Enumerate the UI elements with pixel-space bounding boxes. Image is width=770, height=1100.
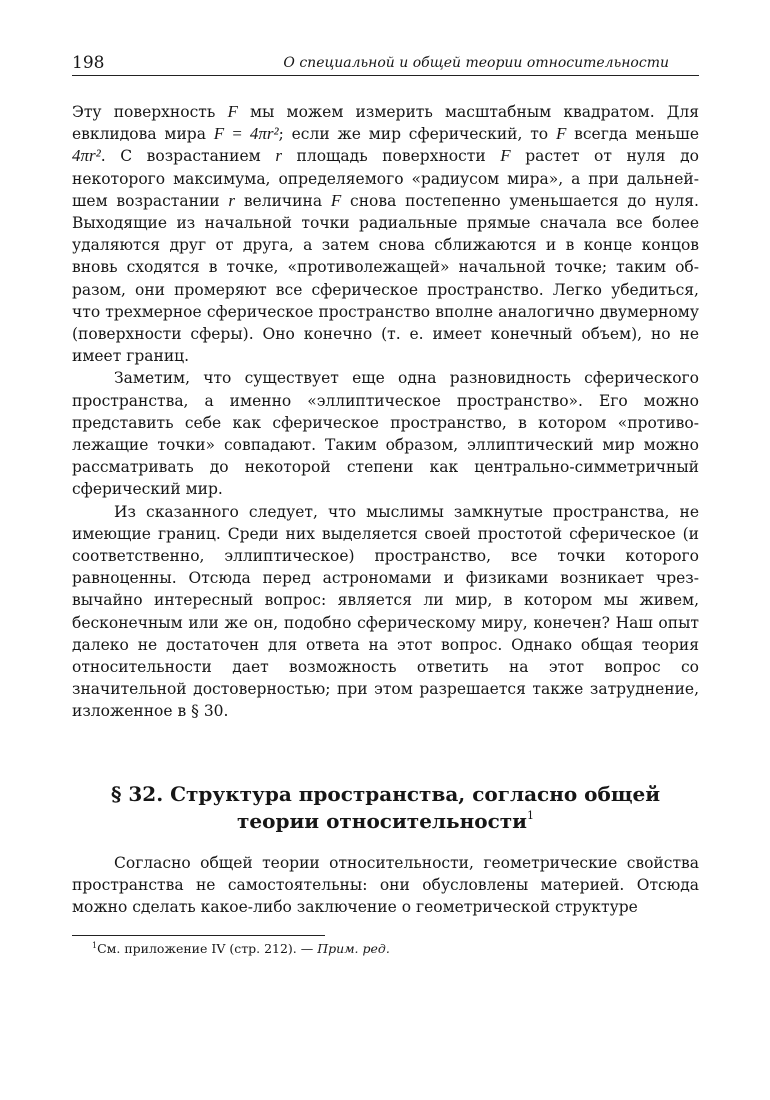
section-heading [72, 781, 699, 835]
paragraph: Заметим, что существует еще одна разновидность сферического пространства, а именно «эллиптическое пространство». Его можно представить себе как сферическое пространство, в котором «противолежащие точки» совпадают. Таким образом, эллиптический мир можно рассматривать до некоторой степени как центрально-симметричный сферический мир. [72, 369, 699, 499]
math-symbol: r [275, 146, 282, 166]
section-heading-line: § 32. Структура пространства, согласно общей [110, 782, 661, 806]
paragraph: Эту поверхность F мы можем измерить масштабным квадратом. Для евклидова мира F = 4πr²; если же мир сферический, то F всегда меньше 4πr². С возрастанием r площадь поверхности F растет от нуля до некоторого максимума, определяемого «радиусом мира», а при дальнейшем возрастании r величина F снова постепенно уменьшается до нуля. Выходящие из начальной точки радиальные прямые сначала все более удаляются друг от друга, а затем снова сближаются и в конце концов вновь сходятся в точке, «противолежащей» начальной точке; таким образом, они промеряют все сферическое пространство. Легко убедиться, что трехмерное сферическое пространство вполне аналогично двумерному (поверхности сферы). Оно конечно (т. е. имеет конечный объем), но не имеет границ. [72, 102, 699, 366]
running-head [72, 53, 699, 76]
math-symbol: F [227, 102, 238, 121]
math-symbol: 4πr² [72, 146, 101, 166]
page-number: 198 [72, 53, 105, 73]
running-title: О специальной и общей теории относительности [283, 55, 669, 71]
paragraph: Согласно общей теории относительности, геометрические свойства пространства не самостоятельны: они обусловлены материей. Отсюда можно сделать какое-либо заключение о геометрической структуре [72, 854, 699, 917]
footnote-text: См. приложение IV (стр. 212). — [97, 941, 318, 956]
footnote-number: 1 [92, 941, 98, 950]
footnote [92, 941, 692, 957]
math-symbol: F [330, 190, 342, 210]
math-symbol: r [228, 190, 236, 210]
paragraph: Из сказанного следует, что мыслимы замкнутые пространства, не имеющие границ. Среди них выделяется своей простотой сферическое (и соответственно, эллиптическое) пространство, все точки которого равноценны. Отсюда перед астрономами и физиками возникает чрезвычайно интересный вопрос: является ли мир, в котором мы живем, бесконечным или же он, подобно сферическому миру, конечен? Наш опыт далеко не достаточен для ответа на этот вопрос. Однако общая теория относительности дает возможность ответить на этот вопрос со значительной достоверностью; при этом разрешается также затруднение, изложенное в § 30. [72, 502, 699, 721]
section-heading-text: теории относительности [237, 809, 527, 833]
math-symbol: F [500, 146, 511, 166]
footnote-divider [72, 935, 325, 936]
body-text [72, 101, 699, 723]
section-heading-line [72, 808, 699, 835]
math-symbol: F = 4πr² [213, 124, 279, 144]
footnote-marker[interactable]: 1 [526, 809, 534, 822]
math-symbol: F [555, 124, 567, 144]
section-body [72, 852, 699, 919]
editor-note: Прим. ред. [317, 941, 390, 956]
